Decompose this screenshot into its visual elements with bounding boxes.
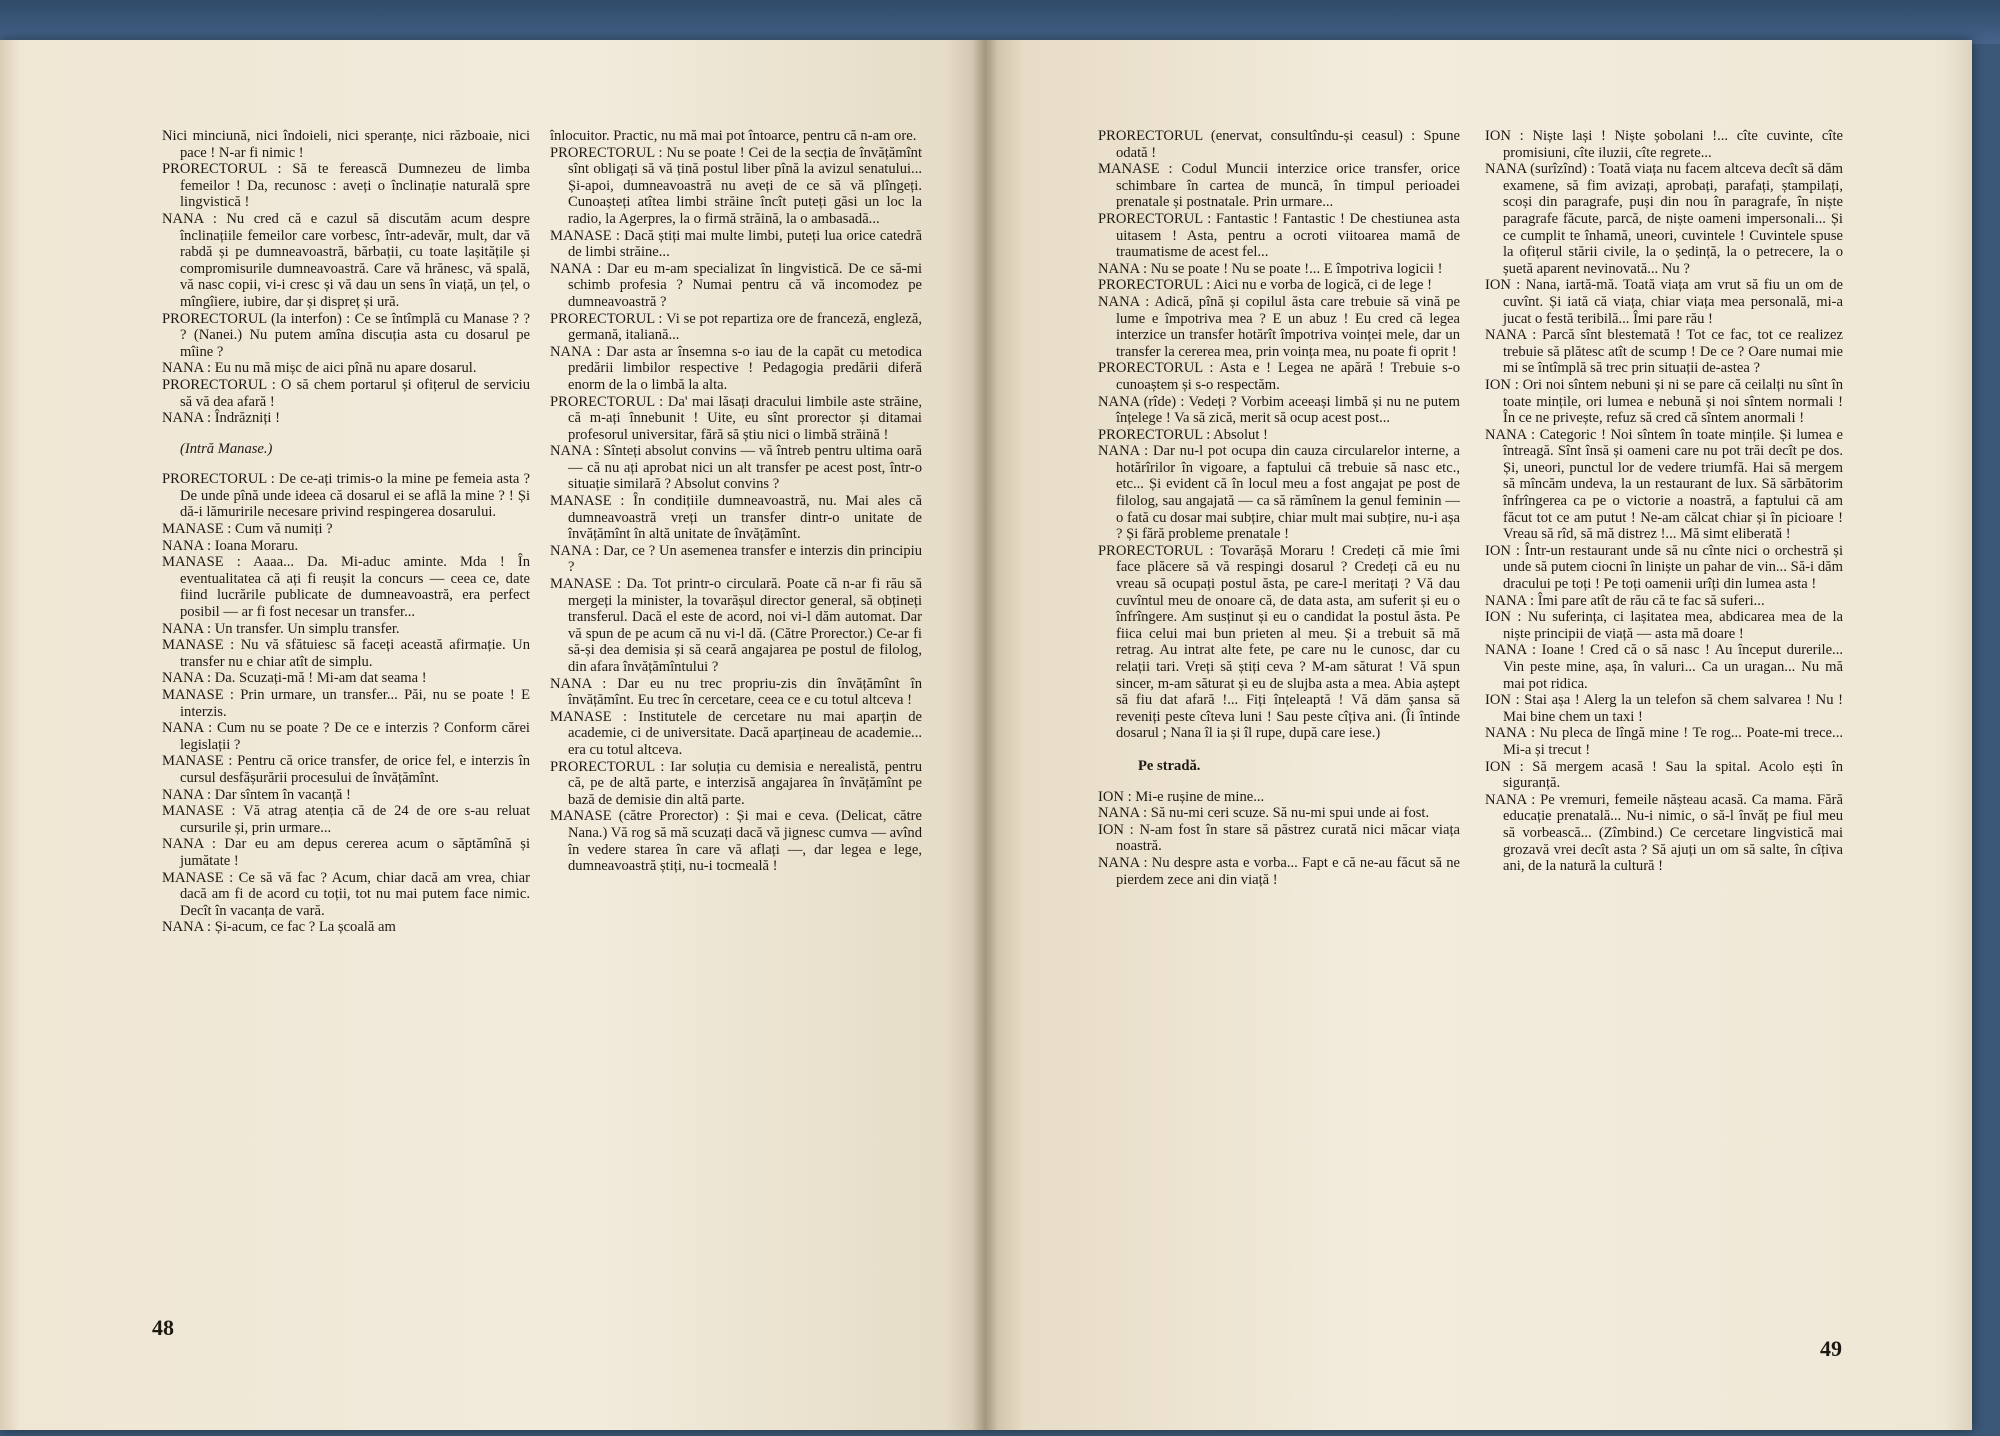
paragraph: PRORECTORUL : Vi se pot repartiza ore de franceză, engleză, germană, italiană... bbox=[550, 310, 922, 344]
paragraph: NANA : Sînteți absolut convins — vă întreb pentru ultima oară — că nu ați aprobat nici un alt transfer pe acest post, într-o situație similară ? Absolut convins ? bbox=[550, 443, 922, 493]
paragraph: PRORECTORUL : O să chem portarul și ofițerul de serviciu să vă dea afară ! bbox=[162, 376, 530, 410]
paragraph: MANASE : Aaaa... Da. Mi-aduc aminte. Mda ! În eventualitatea că ați fi reușit la concurs — ceea ce, date fiind lucrările publicate de dumneavoastră, era perfect posibil — ar fi fost necesar un transfer... bbox=[162, 554, 530, 621]
paragraph: NANA : Cum nu se poate ? De ce e interzis ? Conform cărei legislații ? bbox=[162, 720, 530, 753]
paragraph: PRORECTORUL : Aici nu e vorba de logică, ci de lege ! bbox=[1098, 277, 1432, 294]
paragraph: PRORECTORUL : Să te ferească Dumnezeu de limba femeilor ! Da, recunosc : aveți o înclinație naturală spre lingvistică ! bbox=[162, 161, 530, 211]
paragraph: NANA : Un transfer. Un simplu transfer. bbox=[162, 620, 400, 637]
paragraph: NANA : Nu se poate ! Nu se poate !... E împotriva logicii ! bbox=[1098, 260, 1443, 277]
paragraph: MANASE : Nu vă sfătuiesc să faceți această afirmație. Un transfer nu e chiar atît de simplu. bbox=[162, 637, 530, 670]
left-page-number: 48 bbox=[152, 1315, 174, 1340]
right-page-number: 49 bbox=[1820, 1336, 1842, 1361]
right-page-column-2 bbox=[1485, 128, 1843, 875]
paragraph: ION : Mi-e rușine de mine... bbox=[1098, 788, 1265, 805]
paragraph: PRORECTORUL : Iar soluția cu demisia e nerealistă, pentru că, pe de altă parte, e interzisă angajarea în învățămînt pe bază de demisie din altă parte. bbox=[550, 758, 922, 808]
paragraph: MANASE : Institutele de cercetare nu mai aparțin de academie, ci de universitate. Dacă aparțineau de academie... era cu totul altceva. bbox=[550, 708, 922, 758]
paragraph: MANASE : Cum vă numiți ? bbox=[162, 521, 333, 538]
paragraph: MANASE (către Prorector) : Și mai e ceva. (Delicat, către Nana.) Vă rog să mă scuzați dacă vă jignesc cumva — avînd în vedere starea în care vă aflați —, dar legea e lege, dumneavoastră știți, nu-i tocmeală ! bbox=[550, 808, 922, 875]
paragraph: MANASE : Prin urmare, un transfer... Păi, nu se poate ! E interzis. bbox=[162, 687, 530, 720]
paragraph: PRORECTORUL : Nu se poate ! Cei de la secția de învățămînt sînt obligați să vă țină postul liber pînă la avizul senatului... Și-apoi, dumneavoastră nu aveți de ce să vă plîngeți. Cunoașteți atîtea limbi străine încît puteți găsi un loc la radio, la Agerpres, la o firmă străină, la o ambasadă... bbox=[550, 144, 922, 227]
paragraph: PRORECTORUL : Tovarășă Moraru ! Credeți că mie îmi face plăcere să vă respingi dosarul ? Credeți că eu nu vreau să ocupați postul ăsta, pe care-l meritați ? Vă dau cuvîntul meu de onoare că, de data asta, am suferit și eu o înfrîngere. Am susținut și eu o candidat la postul ăsta. Pe fiica celui mai bun prieten al meu. Și a trebuit să mă retrag. Au intrat alte fete, pe care nu le cunosc, dar cu relații tari. Vreți să știți ceva ? M-am săturat ! Vă spun sincer, m-am săturat și eu de slujba asta a mea. Abia aștept să fiu dat afară !... Fiți înțeleaptă ! Vă dăm șansa să reveniți peste cîteva luni ! Sau peste cîțiva ani. (Îi întinde dosarul ; Nana îl ia și îl rupe, după care iese.) bbox=[1098, 542, 1460, 742]
paragraph: ION : Ori noi sîntem nebuni și ni se pare că ceilalți nu sînt în toate mințile, ori lumea e nebună și noi sîntem normali ! În ce ne privește, refuz să cred că sîntem anormali ! bbox=[1485, 376, 1843, 427]
paragraph: NANA : Pe vremuri, femeile nășteau acasă. Ca mama. Fără educație prenatală... Nu-i nimic, o să-l învăț pe fiul meu să vorbească... (Zîmbind.) Ce cercetare lingvistică mai grozavă vrei decît asta ? Să ajuți un om să salte, în cîțiva ani, de la natură la cultură ! bbox=[1485, 791, 1843, 875]
paragraph: NANA : Dar eu m-am specializat în lingvistică. De ce să-mi schimb profesia ? Numai pentru că vă incomodez pe dumneavoastră ? bbox=[550, 260, 922, 310]
paragraph: NANA : Îndrăzniți ! bbox=[162, 410, 280, 427]
scene-heading: Pe stradă. bbox=[1138, 757, 1201, 774]
paragraph: ION : Stai așa ! Alerg la un telefon să chem salvarea ! Nu ! Mai bine chem un taxi ! bbox=[1485, 692, 1843, 725]
paragraph: NANA : Nu cred că e cazul să discutăm acum despre înclinațiile femeilor care vorbesc, într-adevăr, mult, dar vă rabdă și pe dumneavoastră, bărbații, cu toate lașitățile și compromisurile dumneavoastră. Care vă hrănesc, vă spală, vă nasc copii, vi-i cresc și vă dau un sens în viață, un țel, o mîngîiere, iubire, dar și dispreț și ură. bbox=[162, 210, 530, 310]
paragraph: MANASE : Dacă știți mai multe limbi, puteți lua orice catedră de limbi străine... bbox=[550, 227, 922, 261]
paragraph: NANA : Dar nu-l pot ocupa din cauza circularelor interne, a hotărîrilor în vigoare, a faptului că trebuie să nasc etc., etc... Și evident că în locul meu a fost angajat pe post de filolog, sau angajată — ca să rămînem la genul feminin — o fată cu dosar mai subțire, chiar mult mai subțire, nu-i așa ? Și fără probleme prenatale ! bbox=[1098, 443, 1460, 543]
paragraph: NANA : Și-acum, ce fac ? La școală am bbox=[162, 919, 396, 936]
paragraph: NANA : Dar, ce ? Un asemenea transfer e interzis din principiu ? bbox=[550, 542, 922, 576]
paragraph: ION : Nana, iartă-mă. Toată viața am vrut să fiu un om de cuvînt. Și iată că viața, chiar viața mea personală, mi-a jucat o festă teribilă... Îmi pare rău ! bbox=[1485, 277, 1843, 327]
paragraph: MANASE : În condițiile dumneavoastră, nu. Mai ales că dumneavoastră vreți un transfer dintr-o unitate de învățămînt în altă unitate de învățămînt. bbox=[550, 493, 922, 543]
paragraph: NANA (surîzînd) : Toată viața nu facem altceva decît să dăm examene, să fim avizați, aprobați, parafați, ștampilați, scoși din paragrafe, puși din nou în paragrafe, în niște paragrafe făcute, parcă, de niște oameni impersonali... Și ce cumplit te înhamă, uneori, cuvintele ! Cuvintele spuse la ofițerul stării civile, la o ședință, la o petrecere, la o șuetă aparent nevinovată... Nu ? bbox=[1485, 161, 1843, 277]
stage-direction: (Intră Manase.) bbox=[180, 440, 273, 457]
paragraph: NANA : Să nu-mi ceri scuze. Să nu-mi spui unde ai fost. bbox=[1098, 805, 1430, 822]
right-page-column-1 bbox=[1098, 128, 1460, 888]
paragraph: NANA : Îmi pare atît de rău că te fac să suferi... bbox=[1485, 592, 1765, 609]
paragraph: NANA : Ioane ! Cred că o să nasc ! Au început durerile... Vin peste mine, așa, în valuri... Ca un uragan... Nu mă mai pot ridica. bbox=[1485, 642, 1843, 692]
paragraph: NANA : Categoric ! Noi sîntem în toate mințile. Și lumea e întreagă. Sînt însă și oameni care nu pot trăi decît pe dos. Și, uneori, punctul lor de vedere triumfă. Hai să mergem să mîncăm undeva, la un restaurant de lux. Să sărbătorim înfrîngerea ca pe o victorie a noastră, a faptului că am făcut tot ce am putut ! Ne-am călcat chiar și în picioare ! Vreau să rîd, să mă distrez !... Mă simt eliberată ! bbox=[1485, 426, 1843, 543]
paragraph: NANA : Parcă sînt blestemată ! Tot ce fac, tot ce realizez trebuie să plătesc atît de scump ! De ce ? Oare numai mie mi se întîmplă să trec prin situații de-astea ? bbox=[1485, 327, 1843, 377]
paragraph: NANA : Eu nu mă mișc de aici pînă nu apare dosarul. bbox=[162, 360, 477, 377]
paragraph: NANA : Nu despre asta e vorba... Fapt e că ne-au făcut să ne pierdem zece ani din viață ! bbox=[1098, 854, 1460, 888]
paragraph: MANASE : Ce să vă fac ? Acum, chiar dacă am vrea, chiar dacă am fi de acord cu toții, tot nu mai putem face nimic. Decît în vacanța de vară. bbox=[162, 869, 530, 919]
paragraph: PRORECTORUL : Da' mai lăsați dracului limbile aste străine, că m-ați înnebunit ! Uite, eu sînt prorector și ditamai profesorul universitar, fără să știu nici o limbă străină ! bbox=[550, 393, 922, 443]
paragraph: înlocuitor. Practic, nu mă mai pot întoarce, pentru că n-am ore. bbox=[550, 128, 917, 144]
paragraph: ION : Într-un restaurant unde să nu cînte nici o orchestră și unde să putem ciocni în liniște un pahar de vin... Să-i dăm dracului pe toți ! Pe toți oamenii urîți din lumea asta ! bbox=[1485, 542, 1843, 593]
paragraph: PRORECTORUL : De ce-ați trimis-o la mine pe femeia asta ? De unde pînă unde ideea că dosarul ei se află la mine ? ! Și dă-i lămuririle necesare privind respingerea dosarului. bbox=[162, 471, 530, 521]
paragraph: ION : Niște lași ! Niște șobolani !... cîte cuvinte, cîte promisiuni, cîte iluzii, cîte regrete... bbox=[1485, 128, 1843, 161]
paragraph: Nici minciună, nici îndoieli, nici speranțe, nici războaie, nici pace ! N-ar fi nimic ! bbox=[162, 128, 530, 161]
paragraph: ION : Să mergem acasă ! Sau la spital. Acolo ești în siguranță. bbox=[1485, 758, 1843, 792]
paragraph: NANA : Da. Scuzați-mă ! Mi-am dat seama ! bbox=[162, 670, 427, 687]
paragraph: ION : N-am fost în stare să păstrez curată nici măcar viața noastră. bbox=[1098, 821, 1460, 855]
paragraph: ION : Nu suferința, ci lașitatea mea, abdicarea mea de la niște principii de viață — asta mă doare ! bbox=[1485, 609, 1843, 642]
paragraph: MANASE : Codul Muncii interzice orice transfer, orice schimbare în cartea de muncă, în timpul perioadei prenatale și postnatale. Prin urmare... bbox=[1098, 161, 1460, 211]
left-page-column-1 bbox=[162, 128, 530, 936]
book-cover bbox=[0, 0, 2000, 44]
paragraph: PRORECTORUL : Absolut ! bbox=[1098, 426, 1268, 443]
book-spread bbox=[0, 40, 1972, 1430]
paragraph: NANA : Dar eu nu trec propriu-zis din învățămînt în învățămînt. Eu trec în cercetare, ceea ce e cu totul altceva ! bbox=[550, 675, 922, 709]
paragraph: MANASE : Da. Tot printr-o circulară. Poate că n-ar fi rău să mergeți la minister, la tovarășul director general, să obțineți transferul. Dacă el este de acord, noi vi-l dăm automat. Dar vă spun de pe acum că nu vi-l dă. (Către Prorector.) Ce-ar fi să-și dea demisia și să ceară angajarea pe postul de filolog, din afara învățămîntului ? bbox=[550, 576, 922, 675]
paragraph: MANASE : Pentru că orice transfer, de orice fel, e interzis în cursul desfășurării procesului de învățămînt. bbox=[162, 753, 530, 786]
left-page-column-2 bbox=[550, 128, 922, 875]
paragraph: NANA : Adică, pînă și copilul ăsta care trebuie să vină pe lume e împotriva mea ? E un abuz ! Eu cred că legea interzice un transfer hotărît împotriva voinței mele, dar un transfer la cererea mea, prin voința mea, nu poate fi oprit ! bbox=[1098, 293, 1460, 360]
paragraph: NANA (rîde) : Vedeți ? Vorbim aceeași limbă și nu ne putem înțelege ! Va să zică, merit să ocup acest post... bbox=[1098, 393, 1460, 427]
paragraph: MANASE : Vă atrag atenția că de 24 de ore s-au reluat cursurile și, prin urmare... bbox=[162, 803, 530, 836]
paragraph: NANA : Nu pleca de lîngă mine ! Te rog... Poate-mi trece... Mi-a și trecut ! bbox=[1485, 725, 1843, 758]
paragraph: NANA : Ioana Moraru. bbox=[162, 537, 299, 554]
paragraph: PRORECTORUL : Asta e ! Legea ne apără ! Trebuie s-o cunoaștem și s-o respectăm. bbox=[1098, 360, 1460, 393]
paragraph: NANA : Dar sîntem în vacanță ! bbox=[162, 786, 351, 803]
paragraph: PRORECTORUL (la interfon) : Ce se întîmplă cu Manase ? ? ? (Nanei.) Nu putem amîna discuția asta cu dosarul pe mîine ? bbox=[162, 310, 530, 360]
paragraph: NANA : Dar asta ar însemna s-o iau de la capăt cu metodica predării limbilor respective ! Pedagogia predării diferă enorm de la o limbă la alta. bbox=[550, 343, 922, 393]
book-gutter bbox=[972, 40, 998, 1430]
paragraph: NANA : Dar eu am depus cererea acum o săptămînă și jumătate ! bbox=[162, 836, 530, 869]
paragraph: PRORECTORUL : Fantastic ! Fantastic ! De chestiunea asta uitasem ! Asta, pentru a ocroti viitoarea mamă de traumatisme de acest fel... bbox=[1098, 210, 1460, 261]
paragraph: PRORECTORUL (enervat, consultîndu-și ceasul) : Spune odată ! bbox=[1098, 128, 1460, 161]
